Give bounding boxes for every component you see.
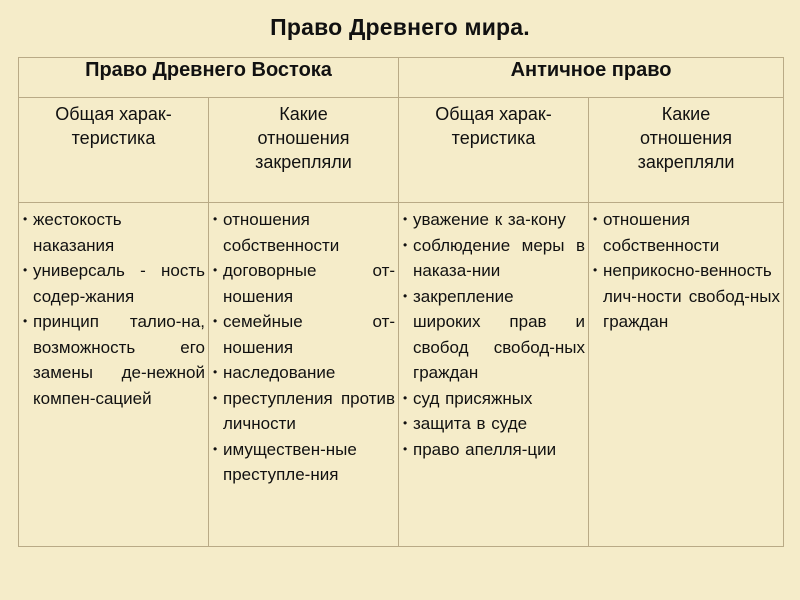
subheader-east-relations: Какие отношения закрепляли — [209, 98, 399, 203]
list-item: • принцип талио-на, возможность его замены де-нежной компен-сацией — [23, 309, 205, 411]
east-relations-cell — [209, 203, 399, 547]
east-general-list — [23, 207, 205, 411]
list-item: • соблюдение меры в наказа-нии — [403, 233, 585, 284]
list-item: • защита в суде — [403, 411, 585, 437]
table-header-row — [19, 58, 784, 98]
subheader-antique-relations: Какие отношения закрепляли — [589, 98, 784, 203]
list-item: • суд присяжных — [403, 386, 585, 412]
list-item: • жестокость наказания — [23, 207, 205, 258]
list-item: • наследование — [213, 360, 395, 386]
east-relations-list — [213, 207, 395, 488]
list-item: • универсаль - ность содер-жания — [23, 258, 205, 309]
list-item: • отношения собственности — [213, 207, 395, 258]
law-comparison-table — [18, 57, 784, 547]
list-item: • уважение к за-кону — [403, 207, 585, 233]
header-antique: Античное право — [399, 58, 784, 98]
subheader-antique-general: Общая харак- теристика — [399, 98, 589, 203]
list-item: • отношения собственности — [593, 207, 780, 258]
subheader-east-general: Общая харак- теристика — [19, 98, 209, 203]
page-title: Право Древнего мира. — [270, 14, 530, 40]
list-item: • закрепление широких прав и свобод свобод-ных граждан — [403, 284, 585, 386]
list-item: • имуществен-ные преступле-ния — [213, 437, 395, 488]
antique-general-cell — [399, 203, 589, 547]
list-item: • преступления против личности — [213, 386, 395, 437]
list-item: • неприкосно-венность лич-ности свобод-ных граждан — [593, 258, 780, 335]
list-item: • право апелля-ции — [403, 437, 585, 463]
table-body-row — [19, 203, 784, 547]
east-general-cell — [19, 203, 209, 547]
list-item: • договорные от-ношения — [213, 258, 395, 309]
header-east: Право Древнего Востока — [19, 58, 399, 98]
list-item: • семейные от-ношения — [213, 309, 395, 360]
antique-general-list — [403, 207, 585, 462]
antique-relations-list — [593, 207, 780, 335]
antique-relations-cell — [589, 203, 784, 547]
table-subheader-row — [19, 98, 784, 203]
